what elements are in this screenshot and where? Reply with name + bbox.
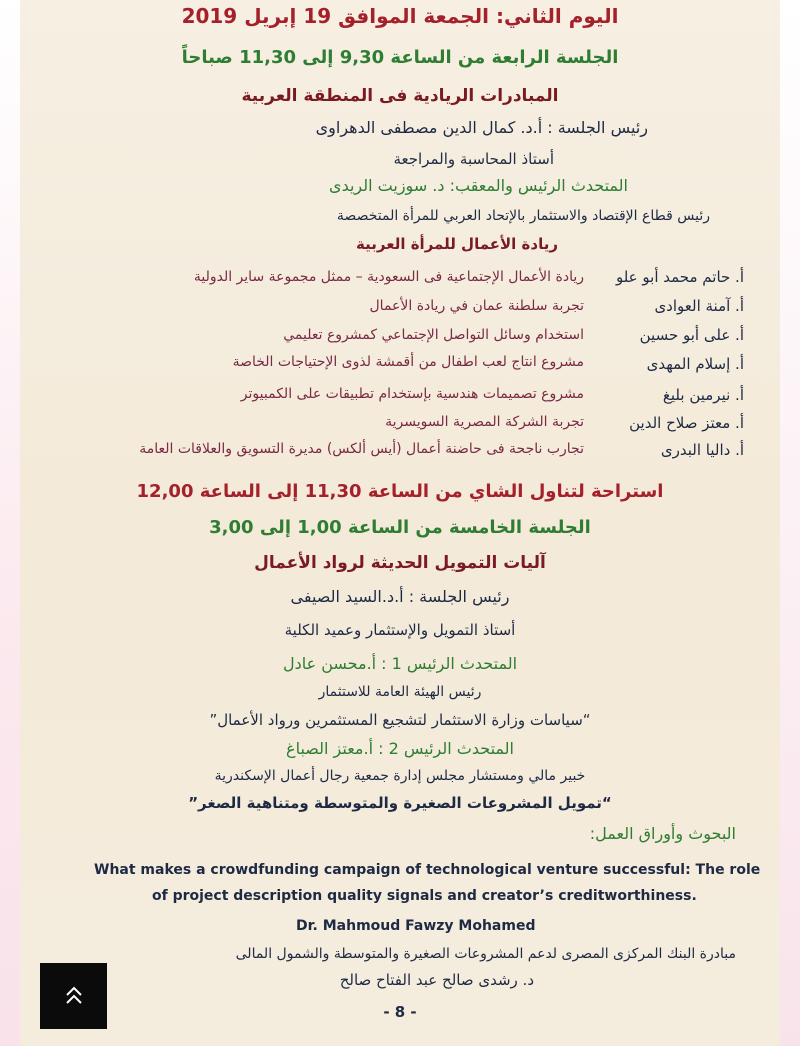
session4-chair: رئيس الجلسة : أ.د. كمال الدين مصطفى الدهراوى: [315, 118, 648, 137]
session5-chair-role: أستاذ التمويل والإستثمار وعميد الكلية: [284, 621, 516, 639]
session5-speaker1-topic: “سياسات وزارة الاستثمار لتشجيع المستثمرين ورواد الأعمال”: [209, 711, 591, 729]
paper1-title-line2: of project description quality signals and creator’s creditworthiness.: [152, 888, 697, 904]
session4-title: المبادرات الريادية فى المنطقة العربية: [241, 86, 559, 106]
paper2-author: د. رشدى صالح عبد الفتاح صالح: [339, 971, 534, 989]
day-heading: اليوم الثاني: الجمعة الموافق 19 إبريل 2019: [181, 4, 619, 28]
session4-chair-role: أستاذ المحاسبة والمراجعة: [393, 150, 554, 168]
session5-speaker2-role: خبير مالي ومستشار مجلس إدارة جمعية رجال أعمال الإسكندرية: [214, 768, 586, 784]
session5-speaker1-role: رئيس الهيئة العامة للاستثمار: [318, 684, 482, 700]
break-line: استراحة لتناول الشاي من الساعة 11,30 إلى الساعة 12,00: [136, 481, 664, 502]
talk-speaker: أ. داليا البدرى: [660, 441, 744, 459]
talk-speaker: أ. نيرمين بليغ: [662, 386, 744, 404]
talk-topic: تجارب ناجحة فى حاضنة أعمال (أيس ألكس) مديرة التسويق والعلاقات العامة: [139, 441, 584, 457]
talk-topic: استخدام وسائل التواصل الإجتماعي كمشروع تعليمي: [283, 327, 584, 343]
paper2-title: مبادرة البنك المركزى المصرى لدعم المشروعات الصغيرة والمتوسطة والشمول المالى: [235, 946, 736, 962]
papers-heading: البحوث وأوراق العمل:: [589, 824, 736, 843]
session4-time: الجلسة الرابعة من الساعة 9,30 إلى 11,30 صباحاً: [181, 47, 619, 68]
talk-speaker: أ. آمنة العوادى: [654, 297, 744, 315]
session4-main-speaker-role: رئيس قطاع الإقتصاد والاستثمار بالإتحاد العربي للمرأة المتخصصة: [336, 208, 710, 224]
talk-speaker: أ. معتز صلاح الدين: [629, 414, 744, 432]
talk-topic: مشروع انتاج لعب اطفال من أقمشة لذوى الإحتياجات الخاصة: [232, 354, 584, 370]
talk-topic: تجربة سلطنة عمان في ريادة الأعمال: [369, 298, 584, 314]
left-edge: [0, 0, 20, 1046]
talk-speaker: أ. على أبو حسين: [639, 326, 744, 344]
session5-chair: رئيس الجلسة : أ.د.السيد الصيفى: [290, 587, 510, 606]
talk-speaker: أ. حاتم محمد أبو علو: [615, 268, 744, 286]
session4-main-speaker: المتحدث الرئيس والمعقب: د. سوزيت الريدى: [329, 176, 628, 195]
double-chevron-up-icon: [60, 982, 88, 1010]
session5-speaker1: المتحدث الرئيس 1 : أ.محسن عادل: [282, 654, 518, 673]
scroll-to-top-button[interactable]: [40, 963, 107, 1029]
paper1-author: Dr. Mahmoud Fawzy Mohamed: [296, 918, 536, 934]
program-page: [20, 0, 780, 1046]
session5-speaker2-topic: “تمويل المشروعات الصغيرة والمتوسطة ومتناهية الصغر”: [188, 794, 612, 812]
session5-title: آليات التمويل الحديثة لرواد الأعمال: [254, 553, 546, 573]
right-edge: [780, 0, 800, 1046]
session5-speaker2: المتحدث الرئيس 2 : أ.معتز الصباغ: [286, 739, 514, 758]
talk-topic: تجربة الشركة المصرية السويسرية: [385, 414, 584, 430]
page-number: - 8 -: [383, 1003, 417, 1021]
session4-subtitle: ريادة الأعمال للمرأة العربية: [356, 235, 558, 253]
talk-speaker: أ. إسلام المهدى: [646, 355, 744, 373]
paper1-title-line1: What makes a crowdfunding campaign of technological venture successful: The role: [94, 862, 761, 878]
talk-topic: ريادة الأعمال الإجتماعية فى السعودية – ممثل مجموعة ساير الدولية: [193, 269, 584, 285]
talk-topic: مشروع تصميمات هندسية بإستخدام تطبيقات على الكمبيوتر: [240, 386, 584, 402]
session5-time: الجلسة الخامسة من الساعة 1,00 إلى 3,00: [209, 517, 591, 538]
